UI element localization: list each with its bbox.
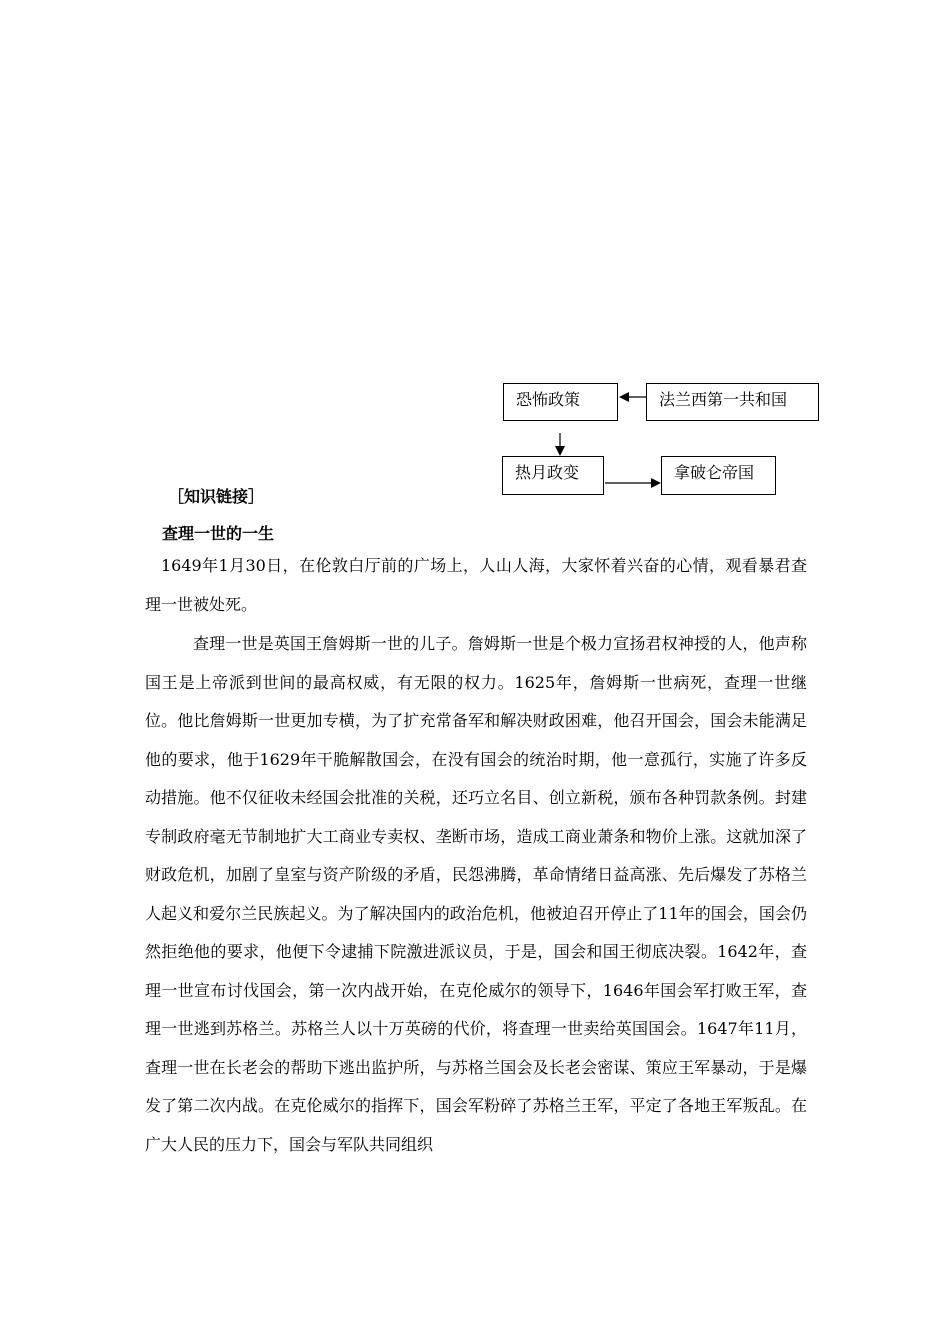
flowchart-box-napoleonic-empire: 拿破仑帝国: [661, 456, 776, 495]
arrowhead-terror-to-thermidor: [555, 446, 565, 456]
paragraph: 1649年1月30日，在伦敦白厅前的广场上，人山人海，大家怀着兴奋的心情，观看暴君查理一世被处死。: [145, 556, 807, 614]
flowchart-box-terror-policy: 恐怖政策: [503, 383, 618, 421]
flowchart-box-first-republic: 法兰西第一共和国: [646, 383, 819, 421]
paragraph: 查理一世是英国王詹姆斯一世的儿子。詹姆斯一世是个极力宣扬君权神授的人，他声称国王是上帝派到世间的最高权威，有无限的权力。1625年，詹姆斯一世病死，查理一世继位。他比詹姆斯一世更加专横，为了扩充常备军和解决财政困难，他召开国会，国会未能满足他的要求，他于1629年干脆解散国会，在没有国会的统治时期，他一意孤行，实施了许多反动措施。他不仅征收未经国会批准的关税，还巧立名目、创立新税，颁布各种罚款条例。封建专制政府毫无节制地扩大工商业专卖权、垄断市场，造成工商业萧条和物价上涨。这就加深了财政危机，加剧了皇室与资产阶级的矛盾，民怨沸腾，革命情绪日益高涨、先后爆发了苏格兰人起义和爱尔兰民族起义。为了解决国内的政治危机，他被迫召开停止了11年的国会，国会仍然拒绝他的要求，他便下令逮捕下院激进派议员，于是，国会和国王彻底决裂。1642年，查理一世宣布讨伐国会，第一次内战开始，在克伦威尔的领导下，1646年国会军打败王军，查理一世逃到苏格兰。苏格兰人以十万英磅的代价，将查理一世卖给英国国会。1647年11月，查理一世在长老会的帮助下逃出监护所，与苏格兰国会及长老会密谋、策应王军暴动，于是爆发了第二次内战。在克伦威尔的指挥下，国会军粉碎了苏格兰王军，平定了各地王军叛乱。在广大人民的压力下，国会与军队共同组织: [145, 634, 807, 1154]
section-title: 查理一世的一生: [162, 524, 275, 543]
flowchart-box-thermidorian-reaction: 热月政变: [502, 456, 604, 495]
knowledge-link-heading: ［知识链接］: [168, 487, 265, 506]
arrowhead-republic-to-terror: [619, 392, 629, 402]
arrowhead-thermidor-to-empire: [651, 478, 661, 488]
